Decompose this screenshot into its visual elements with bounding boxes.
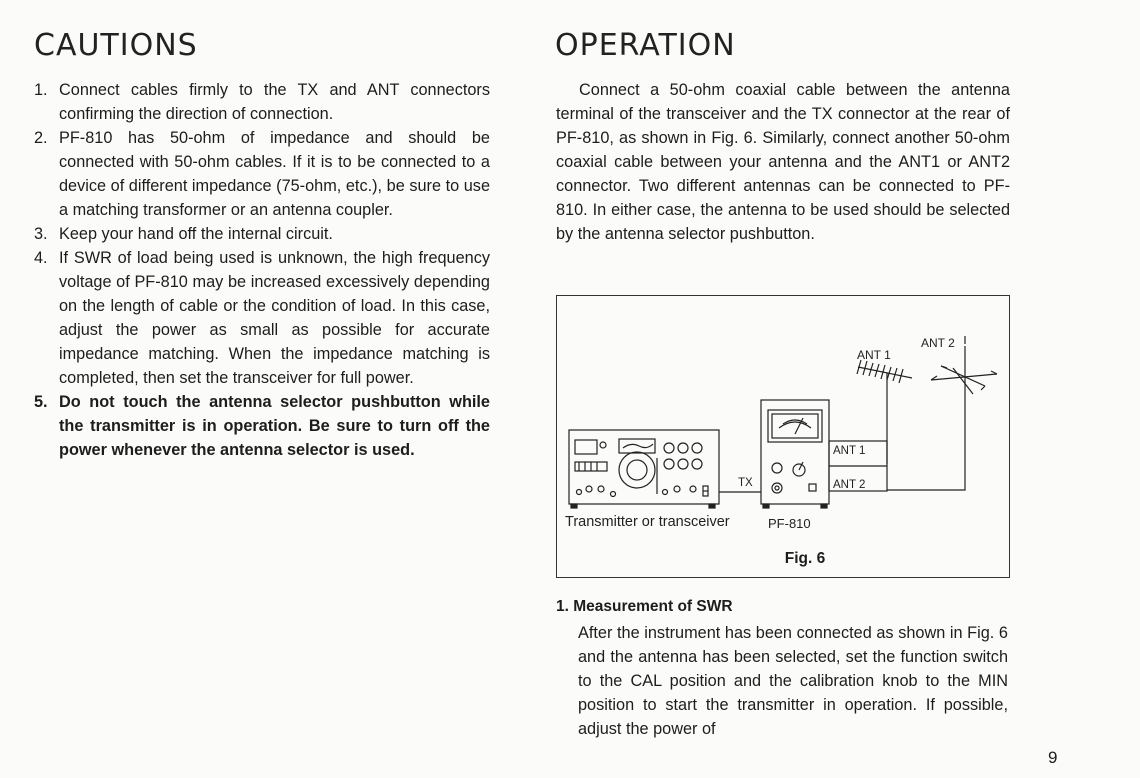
caution-number: 3. [34,225,48,243]
caution-text: Do not touch the antenna selector pushbutton while the transmitter is in operation. Be sure to turn off the power whenever the antenna selector is used. [59,393,490,459]
figure-6 [556,295,1010,578]
caution-number: 4. [34,249,48,267]
ant2-port-label: ANT 2 [833,479,866,491]
cautions-list [34,78,490,462]
caution-item-3 [34,222,490,246]
ant2-antenna-label: ANT 2 [921,336,955,350]
pf810-body [761,400,829,504]
figure-caption: Fig. 6 [784,550,826,567]
ant1-port-label: ANT 1 [833,445,866,457]
section-body: After the instrument has been connected as shown in Fig. 6 and the antenna has been selected, set the function switch to the CAL position and the calibration knob to the MIN position to start the transmitter in operation. If possible, adjust the power of [578,624,1008,738]
caution-number: 1. [34,81,48,99]
caution-text: If SWR of load being used is unknown, the high frequency voltage of PF-810 may be increased excessively depending on the length of cable or the condition of load. In this case, adjust the power as small as possible for accurate impedance matching. When the impedance matching is completed, then set the transceiver for full power. [59,249,490,387]
caution-item-2 [34,126,490,222]
caution-text: Connect cables firmly to the TX and ANT connectors confirming the direction of connection. [59,81,490,123]
caution-item-1 [34,78,490,126]
caution-number: 2. [34,129,48,147]
operation-paragraph: Connect a 50-ohm coaxial cable between the antenna terminal of the transceiver and the TX connector at the rear of PF-810, as shown in Fig. 6. Similarly, connect another 50-ohm coaxial cable between your antenna and the ANT1 or ANT2 connector. Two different antennas can be connected to PF-810. In either case, the antenna to be used should be selected by the antenna selector pushbutton. [556,81,1010,243]
page-number: 9 [1048,748,1058,767]
caution-text: PF-810 has 50-ohm of impedance and should be connected with 50-ohm cables. If it is to be connected to a device of different impedance (75-ohm, etc.), be sure to use a matching transformer or an antenna coupler. [59,129,490,219]
section-heading: 1. Measurement of SWR [556,598,733,615]
pf810-label: PF-810 [768,516,811,531]
operation-heading: OPERATION [555,28,736,63]
transceiver-label: Transmitter or transceiver [565,514,730,530]
ant1-antenna-label: ANT 1 [857,348,891,362]
caution-text: Keep your hand off the internal circuit. [59,225,333,243]
caution-number: 5. [34,393,48,411]
caution-item-4 [34,246,490,390]
cautions-heading: CAUTIONS [34,28,198,63]
dial-knob [619,452,655,488]
caution-item-5 [34,390,490,462]
tx-port-label: TX [738,477,753,489]
